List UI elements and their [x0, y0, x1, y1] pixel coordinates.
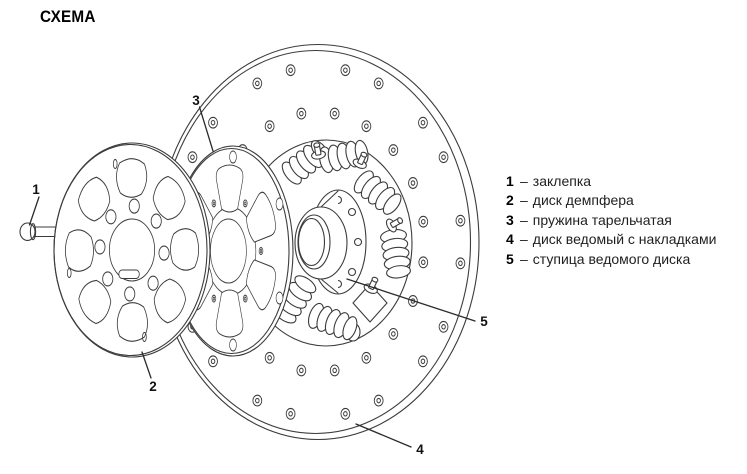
legend: [506, 172, 716, 269]
legend-separator: –: [520, 211, 528, 228]
callout-number-3: 3: [192, 93, 200, 108]
legend-separator: –: [520, 231, 528, 248]
callout-number-1: 1: [32, 182, 40, 197]
damper-disc-illustration: [54, 143, 210, 357]
legend-item-label: ступица ведомого диска: [532, 250, 691, 267]
legend-separator: –: [520, 250, 528, 267]
legend-item-label: заклепка: [532, 173, 592, 189]
legend-separator: –: [520, 173, 528, 189]
legend-item: [506, 191, 716, 210]
hub-bore: [298, 215, 330, 269]
callout-line-1: [30, 197, 40, 225]
legend-item-number: 5: [506, 250, 514, 267]
legend-item-label: пружина тарельчатая: [532, 211, 672, 228]
callout-number-5: 5: [480, 314, 488, 329]
legend-item-number: 4: [506, 231, 514, 248]
legend-item: [506, 211, 716, 230]
keyway-slot: [119, 270, 139, 279]
legend-item-number: 1: [506, 173, 514, 189]
legend-item: [506, 250, 716, 269]
legend-item: [506, 172, 716, 191]
disc-spring-center-hole: [210, 219, 246, 283]
rivet-illustration: [20, 223, 57, 240]
callout-number-4: 4: [416, 442, 424, 457]
legend-item-number: 2: [506, 192, 514, 209]
legend-item-label: диск демпфера: [532, 192, 634, 209]
callout-line-4: [356, 424, 411, 447]
legend-item: [506, 230, 716, 249]
callout-line-2: [142, 352, 151, 378]
callout-number-2: 2: [149, 379, 157, 394]
page-title: СХЕМА: [40, 7, 96, 26]
legend-item-label: диск ведомый с накладками: [532, 231, 717, 248]
legend-separator: –: [520, 192, 528, 209]
legend-item-number: 3: [506, 211, 514, 228]
